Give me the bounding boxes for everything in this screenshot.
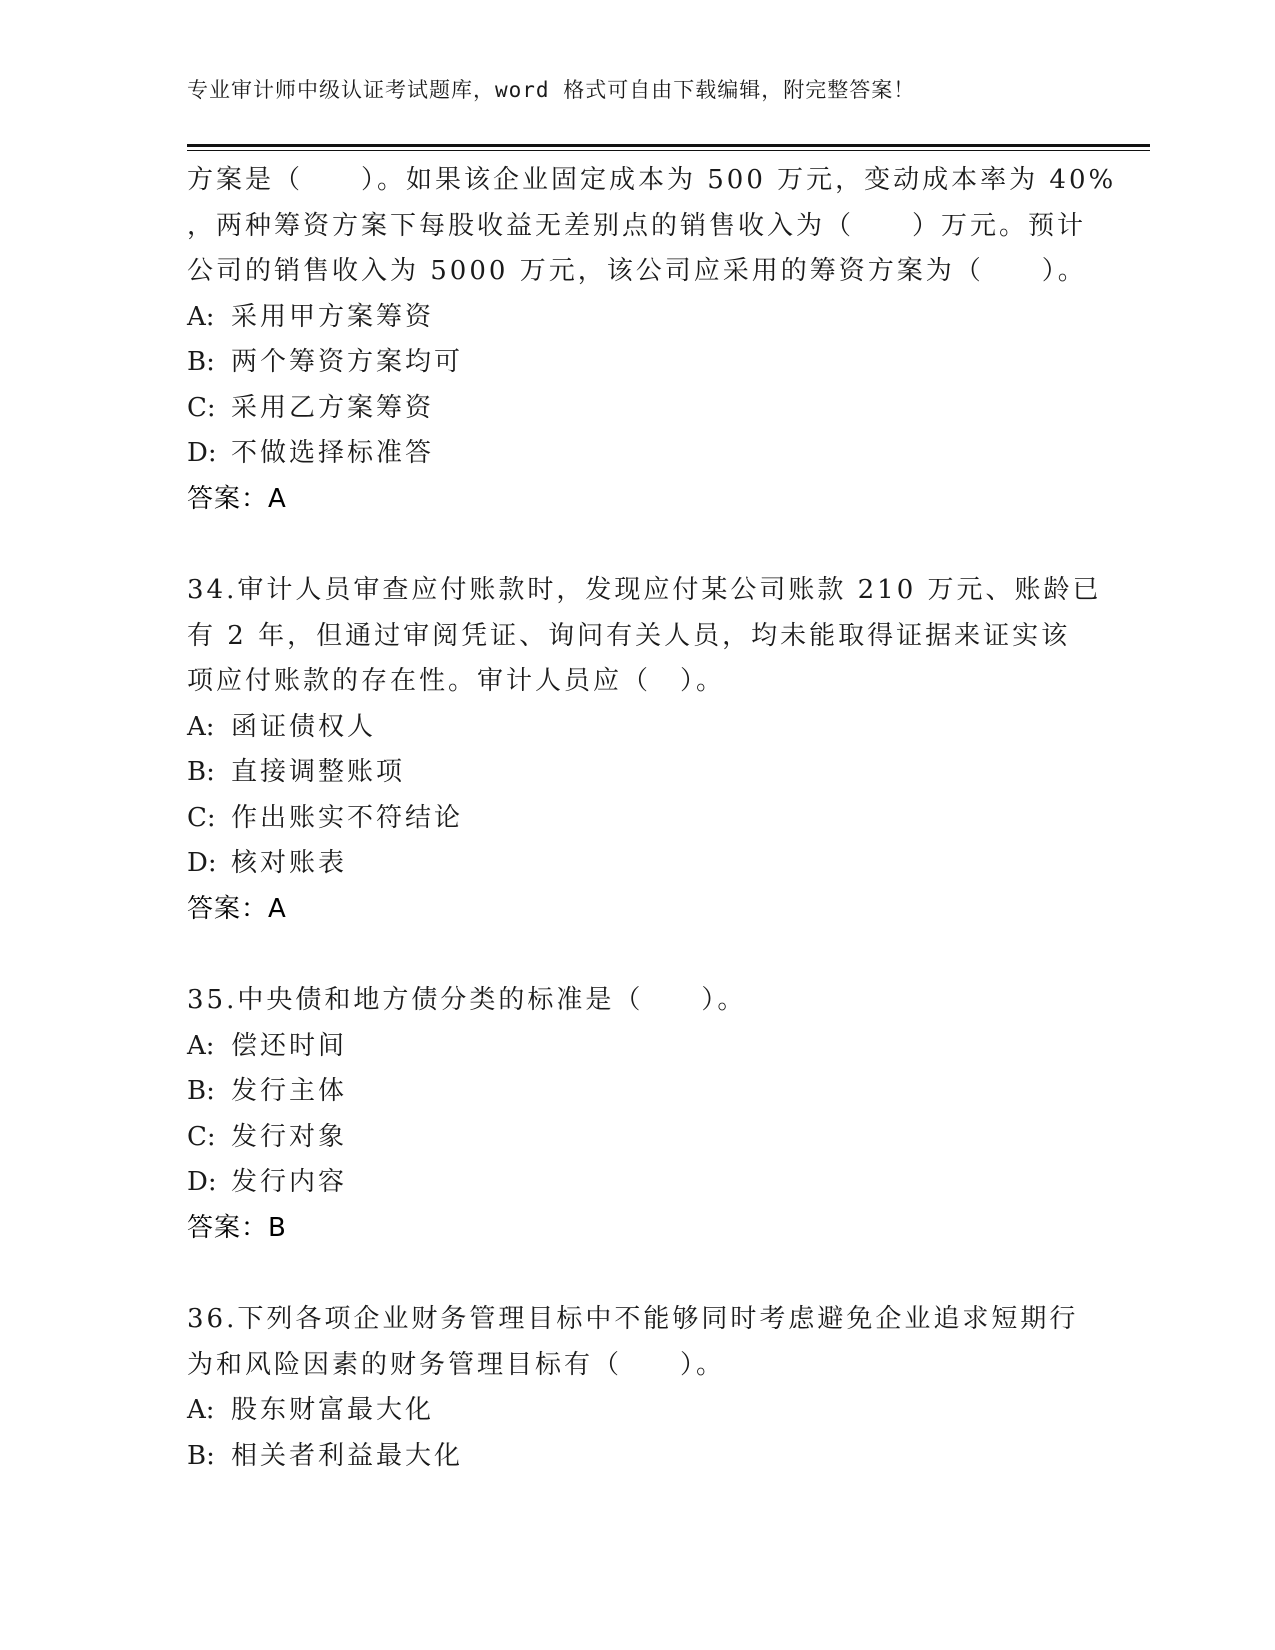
- question-text-line: 有 2 年，但通过审阅凭证、询问有关人员，均未能取得证据来证实该: [187, 620, 1071, 651]
- option-d: [187, 1160, 1087, 1206]
- option-b: [187, 340, 1087, 386]
- option-key: D:: [187, 848, 217, 878]
- page-header: 专业审计师中级认证考试题库，word 格式可自由下载编辑，附完整答案！: [187, 78, 916, 102]
- option-b: [187, 1069, 1087, 1115]
- question-text-line: 35.中央债和地方债分类的标准是（ ）。: [187, 985, 747, 1015]
- question-text-line: 方案是（ ）。如果该企业固定成本为 500 万元，变动成本率为 40%: [187, 165, 1117, 195]
- option-key: B:: [187, 347, 215, 377]
- option-key: A:: [187, 301, 215, 332]
- option-key: A:: [187, 1395, 215, 1425]
- option-b: [187, 1434, 1087, 1480]
- option-text: 发行内容: [231, 1167, 348, 1197]
- option-a: [187, 705, 1087, 751]
- option-a: [187, 1024, 1087, 1070]
- option-text: 发行主体: [231, 1076, 348, 1106]
- option-text: 核对账表: [231, 848, 348, 878]
- option-text: 发行对象: [231, 1121, 348, 1152]
- question-text-line: 项应付账款的存在性。审计人员应（ ）。: [187, 666, 726, 696]
- option-d: [187, 841, 1087, 887]
- option-key: C:: [187, 1121, 216, 1152]
- header-rule-thick: [187, 144, 1150, 147]
- question-text-line: 为和风险因素的财务管理目标有（ ）。: [187, 1349, 726, 1380]
- question-content: [187, 158, 1117, 1479]
- question-text-line: 公司的销售收入为 5000 万元，该公司应采用的筹资方案为（ ）。: [187, 256, 1087, 286]
- answer-line: 答案：A: [187, 893, 287, 924]
- answer-line: 答案：A: [187, 483, 287, 514]
- question-block: [187, 1297, 1087, 1479]
- option-text: 直接调整账项: [231, 757, 406, 787]
- option-key: B:: [187, 1076, 215, 1106]
- option-key: B:: [187, 757, 215, 787]
- option-c: [187, 386, 1087, 432]
- option-key: A:: [187, 711, 215, 742]
- option-c: [187, 1115, 1087, 1161]
- option-key: D:: [187, 438, 217, 468]
- option-text: 作出账实不符结论: [231, 802, 464, 833]
- question-block: [187, 158, 1117, 522]
- option-text: 不做选择标准答: [231, 438, 435, 468]
- option-d: [187, 431, 1087, 477]
- option-key: B:: [187, 1440, 215, 1471]
- option-c: [187, 796, 1087, 842]
- option-a: [187, 295, 1087, 341]
- option-key: C:: [187, 802, 216, 833]
- answer-line: 答案：B: [187, 1212, 287, 1243]
- question-text-line: 36.下列各项企业财务管理目标中不能够同时考虑避免企业追求短期行: [187, 1304, 1079, 1334]
- option-text: 采用乙方案筹资: [231, 392, 435, 423]
- option-b: [187, 750, 1087, 796]
- option-text: 两个筹资方案均可: [231, 347, 464, 377]
- option-key: C:: [187, 392, 216, 423]
- option-text: 偿还时间: [231, 1030, 348, 1061]
- option-key: A:: [187, 1030, 215, 1061]
- question-block: [187, 568, 1102, 932]
- header-rule-thin: [187, 150, 1150, 151]
- option-key: D:: [187, 1167, 217, 1197]
- option-text: 采用甲方案筹资: [231, 301, 435, 332]
- question-text-line: 34.审计人员审查应付账款时，发现应付某公司账款 210 万元、账龄已: [187, 575, 1102, 605]
- option-a: [187, 1388, 1087, 1434]
- option-text: 股东财富最大化: [231, 1395, 435, 1425]
- question-text-line: ，两种筹资方案下每股收益无差别点的销售收入为（ ）万元。预计: [187, 210, 1087, 241]
- option-text: 相关者利益最大化: [231, 1440, 464, 1471]
- option-text: 函证债权人: [231, 711, 377, 742]
- question-block: [187, 978, 1087, 1251]
